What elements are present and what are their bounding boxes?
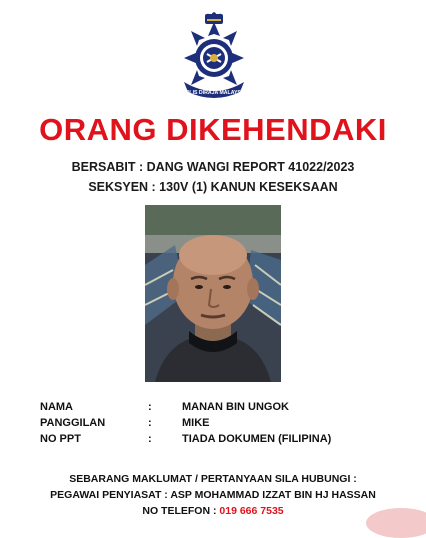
detail-row-name	[40, 399, 400, 415]
investigating-officer: PEGAWAI PENYIASAT : ASP MOHAMMAD IZZAT BIN HJ HASSAN	[50, 489, 376, 501]
emblem-ribbon-text: POLIS DIRAJA MALAYSIA	[181, 90, 247, 96]
detail-colon: :	[148, 417, 152, 429]
corner-decoration	[366, 508, 426, 538]
phone-number[interactable]: 019 666 7535	[219, 505, 284, 517]
detail-value: MIKE	[182, 417, 210, 429]
suspect-photo	[145, 205, 281, 382]
police-emblem-icon	[174, 12, 254, 102]
detail-colon: :	[148, 401, 152, 413]
detail-value: TIADA DOKUMEN (FILIPINA)	[182, 433, 332, 445]
detail-label: NAMA	[40, 401, 73, 413]
contact-prompt: SEBARANG MAKLUMAT / PERTANYAAN SILA HUBUNGI :	[69, 473, 357, 485]
detail-value: MANAN BIN UNGOK	[182, 401, 289, 413]
detail-colon: :	[148, 433, 152, 445]
penal-section: SEKSYEN : 130V (1) KANUN KESEKSAAN	[88, 180, 338, 194]
case-reference: BERSABIT : DANG WANGI REPORT 41022/2023	[71, 160, 355, 174]
phone-label: NO TELEFON :	[142, 505, 217, 517]
phone-line	[0, 505, 426, 517]
detail-label: NO PPT	[40, 433, 81, 445]
poster-title: ORANG DIKEHENDAKI	[39, 112, 387, 147]
detail-label: PANGGILAN	[40, 417, 106, 429]
detail-row-passport	[40, 431, 400, 447]
suspect-details	[40, 399, 400, 447]
detail-row-alias	[40, 415, 400, 431]
